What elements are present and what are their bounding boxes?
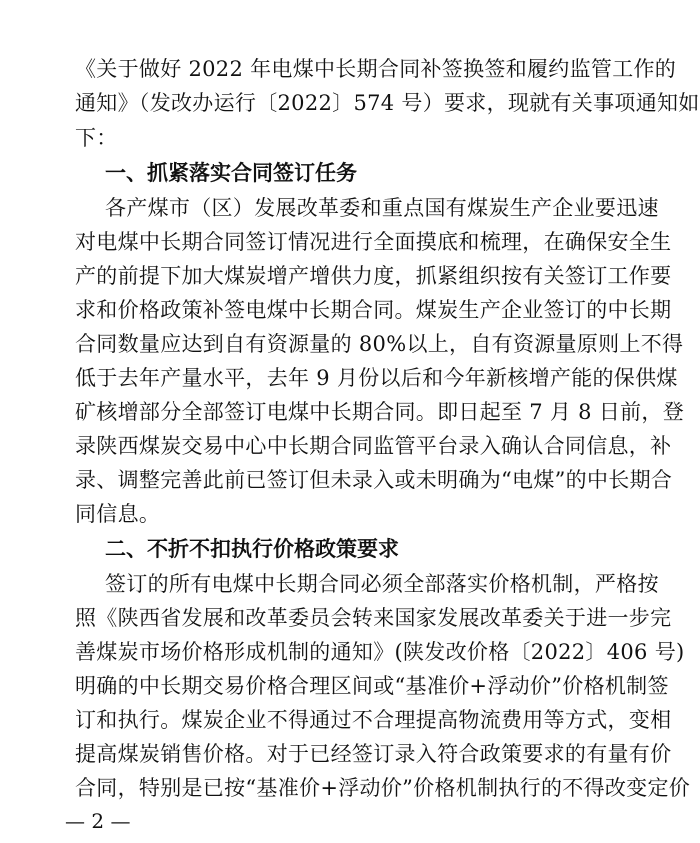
section-2-line-3: 善煤炭市场价格形成机制的通知》(陕发改价格〔2022〕406 号) [75, 640, 685, 664]
intro-line-2: 通知》（发改办运行〔2022〕574 号）要求，现就有关事项通知如 [75, 91, 700, 115]
section-1-line-6: 低于去年产量水平，去年 9 月份以后和今年新核增产能的保供煤 [75, 366, 678, 390]
section-1-line-3: 产的前提下加大煤炭增产增供力度，抓紧组织按有关签订工作要 [75, 264, 672, 288]
section-2-line-1: 签订的所有电煤中长期合同必须全部落实价格机制，严格按 [105, 572, 659, 596]
intro-line-3: 下： [75, 126, 118, 150]
section-1-line-8: 录陕西煤炭交易中心中长期合同监管平台录入确认合同信息，补 [75, 434, 672, 458]
section-2-line-4: 明确的中长期交易价格合理区间或“基准价+浮动价”价格机制签 [75, 674, 669, 698]
section-2-line-6: 提高煤炭销售价格。对于已经签订录入符合政策要求的有量有价 [75, 742, 672, 766]
section-2-line-2: 照《陕西省发展和改革委员会转来国家发展改革委关于进一步完 [75, 606, 672, 630]
section-1-line-4: 求和价格政策补签电煤中长期合同。煤炭生产企业签订的中长期 [75, 298, 672, 322]
section-2-heading: 二、不折不扣执行价格政策要求 [105, 537, 399, 561]
section-1-line-9: 录、调整完善此前已签订但未录入或未明确为“电煤”的中长期合 [75, 468, 673, 492]
section-1-line-2: 对电煤中长期合同签订情况进行全面摸底和梳理，在确保安全生 [75, 230, 672, 254]
section-2-line-5: 订和执行。煤炭企业不得通过不合理提高物流费用等方式，变相 [75, 708, 672, 732]
section-1-line-5: 合同数量应达到自有资源量的 80%以上，自有资源量原则上不得 [75, 332, 684, 356]
section-2-line-7: 合同，特别是已按“基准价+浮动价”价格机制执行的不得改变定价 [75, 776, 691, 800]
page-number: — 2 — [65, 809, 131, 833]
section-1-line-7: 矿核增部分全部签订电煤中长期合同。即日起至 7 月 8 日前，登 [75, 400, 685, 424]
intro-line-1: 《关于做好 2022 年电煤中长期合同补签换签和履约监管工作的 [75, 57, 677, 81]
section-1-heading: 一、抓紧落实合同签订任务 [105, 161, 357, 185]
section-1-line-10: 同信息。 [75, 502, 161, 526]
section-1-line-1: 各产煤市（区）发展改革委和重点国有煤炭生产企业要迅速 [105, 196, 659, 220]
